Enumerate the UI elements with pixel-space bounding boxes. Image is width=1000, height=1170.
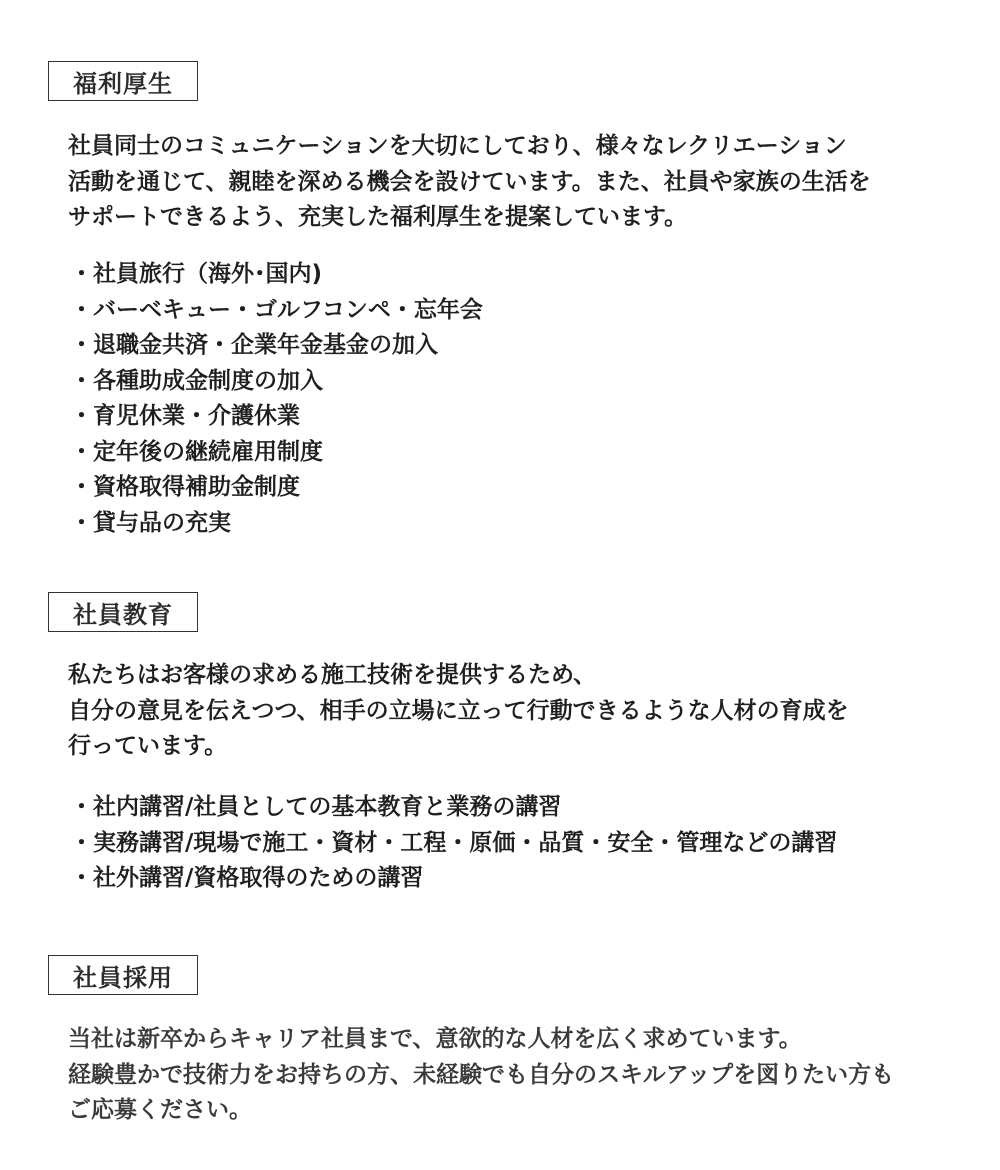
education-description [68,658,849,765]
education-description-line: 行っています。 [68,733,228,759]
list-item: ・社外講習/資格取得のための講習 [70,865,424,891]
education-heading [48,592,198,632]
recruitment-description [68,1022,894,1129]
recruitment-heading [48,955,198,995]
recruitment-heading-text: 社員採用 [73,963,173,992]
welfare-list [70,257,483,541]
education-description-line: 私たちはお客様の求める施工技術を提供するため、 [68,662,597,688]
list-item: ・退職金共済・企業年金基金の加入 [70,332,438,358]
list-item: ・バーベキュー・ゴルフコンペ・忘年会 [70,296,483,323]
welfare-heading [48,61,198,101]
education-heading-text: 社員教育 [73,600,173,629]
list-item: ・育児休業・介護休業 [70,403,300,429]
list-item: ・資格取得補助金制度 [70,474,300,500]
list-item: ・社員旅行（海外･国内) [70,261,323,287]
list-item: ・実務講習/現場で施工・資材・工程・原価・品質・安全・管理などの講習 [70,829,838,856]
welfare-description-line: 活動を通じて、親睦を深める機会を設けています。また、社員や家族の生活を [68,168,871,195]
recruitment-description-line: 当社は新卒からキャリア社員まで、意欲的な人材を広く求めています。 [68,1026,802,1052]
recruitment-description-line: ご応募ください。 [68,1097,252,1123]
education-description-line: 自分の意見を伝えつつ、相手の立場に立って行動できるような人材の育成を [68,697,849,724]
recruitment-description-line: 経験豊かで技術力をお持ちの方、未経験でも自分のスキルアップを図りたい方も [68,1061,895,1088]
list-item: ・貸与品の充実 [70,509,231,536]
welfare-heading-text: 福利厚生 [73,69,173,98]
list-item: ・社内講習/社員としての基本教育と業務の講習 [70,794,562,820]
education-list [70,790,837,897]
welfare-description [68,129,871,236]
welfare-description-line: 社員同士のコミュニケーションを大切にしており、様々なレクリエーション [68,133,847,159]
list-item: ・各種助成金制度の加入 [70,367,323,394]
welfare-description-line: サポートできるよう、充実した福利厚生を提案しています。 [68,204,688,230]
list-item: ・定年後の継続雇用制度 [70,438,323,465]
